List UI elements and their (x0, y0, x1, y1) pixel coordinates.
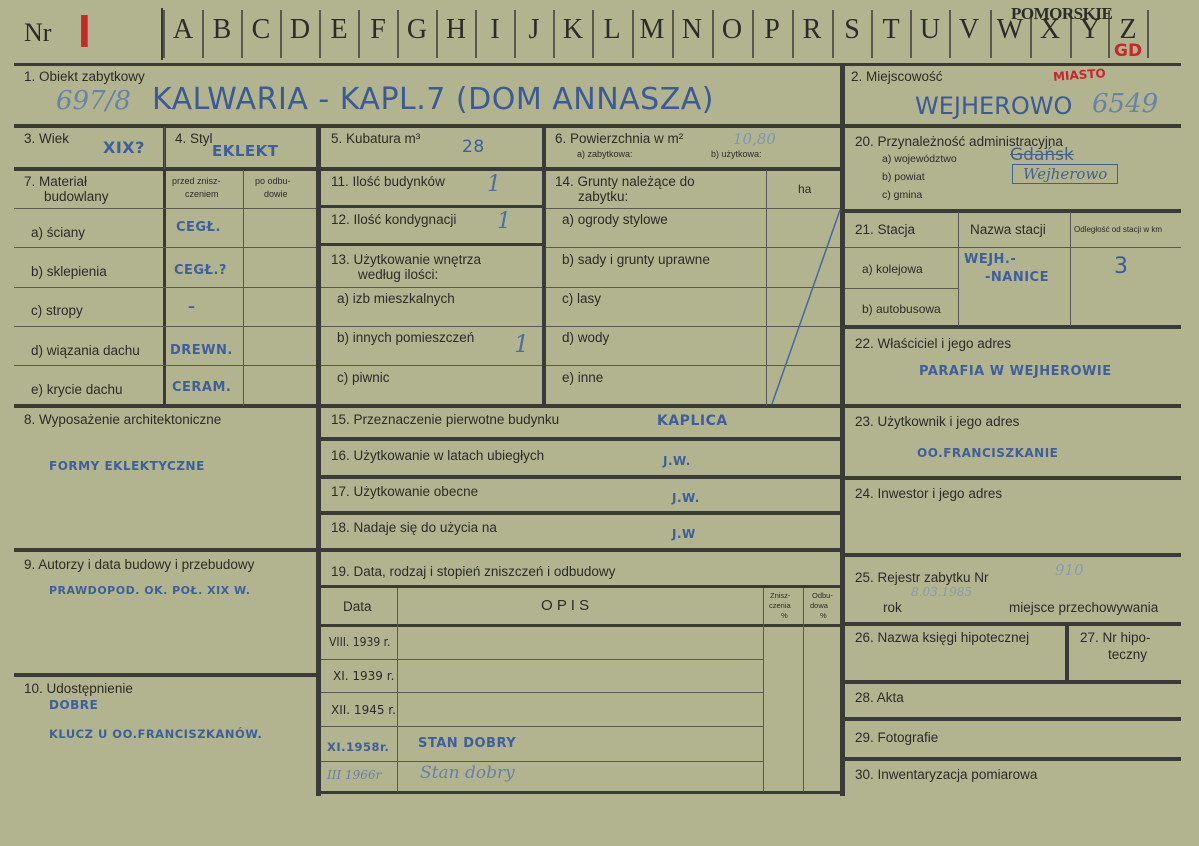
rule (845, 325, 1181, 329)
field-7-label: 7. Materiał (24, 174, 88, 189)
rule (14, 63, 1181, 66)
voivodeship-value: Gdańsk (1010, 145, 1074, 165)
field-25-label: 25. Rejestr zabytku Nr (855, 570, 989, 585)
field-27-label: 27. Nr hipo- (1080, 630, 1151, 645)
index-letter: R (802, 14, 822, 45)
rule (14, 365, 316, 366)
hectare-unit: ha (798, 182, 812, 196)
suitable-use-value: J.W (672, 527, 696, 541)
field-11-label: 11. Ilość budynków (331, 174, 445, 189)
index-letter: Y (1079, 14, 1101, 45)
rule (321, 548, 841, 552)
access-value-2: KLUCZ U OO.FRANCISZKANÓW. (49, 727, 263, 741)
station-distance-value: 3 (1114, 254, 1128, 279)
damage-row-date: VIII. 1939 r. (329, 635, 391, 649)
field-8-label: 8. Wyposażenie architektoniczne (24, 412, 222, 427)
index-letter: T (882, 14, 900, 45)
rule (14, 208, 316, 209)
rule (14, 673, 316, 677)
field-27-label-2: teczny (1108, 647, 1148, 662)
field-28-label: 28. Akta (855, 690, 904, 705)
index-letter: W (996, 14, 1024, 45)
admin-voivodeship-label: a) województwo (882, 153, 957, 165)
empty-strike-line (766, 208, 842, 406)
rooms-living-label: a) izb mieszkalnych (337, 291, 455, 306)
field-17-label: 17. Użytkowanie obecne (331, 484, 479, 499)
field-18-label: 18. Nadaje się do użycia na (331, 520, 497, 535)
field-29-label: 29. Fotografie (855, 730, 939, 745)
access-value: DOBRE (49, 698, 99, 712)
rebuild-pct-header: Odbu- (812, 591, 833, 600)
station-name-value-2: -NANICE (985, 270, 1049, 285)
rule (14, 124, 1181, 128)
area-usable-label: b) użytkowa: (711, 149, 762, 159)
rule (321, 692, 763, 693)
rule (763, 588, 764, 792)
current-use-value: J.W. (672, 491, 700, 505)
miasto-stamp: MIASTO (1052, 66, 1107, 84)
rule (321, 437, 841, 441)
rule (845, 717, 1181, 721)
county-value: Wejherowo (1012, 164, 1118, 184)
field-5-label: 5. Kubatura m³ (331, 131, 421, 146)
rule (1070, 212, 1071, 326)
object-number: 697/8 (56, 86, 131, 116)
field-19-label: 19. Data, rodzaj i stopień zniszczeń i odbudowy (331, 564, 616, 579)
land-item: e) inne (562, 370, 604, 385)
damage-pct-header: Znisz- (770, 591, 791, 600)
field-9-label: 9. Autorzy i data budowy i przebudowy (24, 557, 255, 572)
rule (321, 205, 542, 208)
area-heritage-label: a) zabytkowa: (577, 149, 633, 159)
rule (14, 247, 316, 248)
rule (1065, 622, 1069, 684)
damage-row-date: XI. 1939 r. (333, 669, 395, 683)
index-letter: O (721, 14, 743, 45)
damage-date-header: Data (343, 599, 372, 614)
style-value: EKLEKT (212, 142, 279, 160)
field-16-label: 16. Użytkowanie w latach ubiegłych (331, 448, 545, 463)
after-col-header-2: dowie (264, 189, 288, 199)
original-purpose-value: KAPLICA (657, 413, 728, 429)
rule (321, 761, 763, 762)
rule (845, 404, 1181, 408)
rule (164, 127, 165, 169)
rule (845, 680, 1181, 684)
index-letter: N (681, 14, 703, 45)
index-letter: G (406, 14, 428, 45)
field-14-label: 14. Grunty należące do (555, 174, 695, 189)
admin-commune-label: c) gmina (882, 189, 923, 201)
register-date-value: 8.03.1985 (911, 585, 973, 599)
material-value: – (188, 299, 196, 315)
rule (321, 726, 763, 727)
rule (321, 287, 542, 288)
index-letter: M (639, 14, 665, 45)
material-row-label: e) krycie dachu (31, 382, 123, 397)
rule (845, 476, 1181, 480)
rule (321, 659, 763, 660)
user-value: OO.FRANCISZKANIE (917, 446, 1059, 460)
place-name: WEJHEROWO (915, 92, 1073, 120)
field-13-label-2: według ilości: (358, 267, 439, 282)
station-name-value: WEJH.- (964, 252, 1017, 267)
material-value: CEGŁ. (176, 220, 221, 235)
buildings-value: 1 (487, 172, 501, 197)
admin-county-label: b) powiat (882, 171, 925, 183)
field-12-label: 12. Ilość kondygnacji (331, 212, 457, 227)
index-letter: S (844, 14, 860, 45)
owner-value: PARAFIA W WEJHEROWIE (919, 364, 1112, 379)
material-row-label: c) stropy (31, 303, 83, 318)
field-24-label: 24. Inwestor i jego adres (855, 486, 1003, 501)
material-row-label: b) sklepienia (31, 264, 107, 279)
land-item: b) sady i grunty uprawne (562, 252, 710, 267)
rooms-other-label: b) innych pomieszczeń (337, 330, 475, 345)
rule (845, 553, 1181, 557)
nr-value: I (78, 5, 91, 57)
field-3-label: 3. Wiek (24, 131, 70, 146)
rule (316, 124, 321, 796)
rule (803, 588, 804, 792)
index-letter: A (172, 14, 194, 45)
rule (321, 475, 841, 479)
nr-label: Nr (24, 18, 52, 47)
index-letter: I (490, 14, 500, 45)
land-item: a) ogrody stylowe (562, 212, 668, 227)
station-rail-label: a) kolejowa (862, 262, 923, 276)
land-item: d) wody (562, 330, 610, 345)
index-letter: J (528, 14, 540, 45)
station-bus-label: b) autobusowa (862, 302, 941, 316)
damage-row-desc: Stan dobry (420, 763, 515, 783)
arch-features-value: FORMY EKLEKTYCZNE (49, 459, 205, 473)
material-value: CEGŁ.? (174, 263, 227, 278)
before-col-header-2: czeniem (185, 189, 219, 199)
field-4-label: 4. Styl (175, 131, 213, 146)
rule (14, 548, 316, 552)
rule (845, 209, 1181, 213)
floors-value: 1 (497, 209, 511, 234)
rebuild-pct-header-2: dowa (810, 601, 828, 610)
rule (958, 212, 959, 326)
index-letter: L (603, 14, 621, 45)
index-letter: K (562, 14, 584, 45)
damage-pct-header-2: czenia (769, 601, 791, 610)
index-letter: X (1039, 14, 1061, 45)
rule (845, 288, 958, 289)
land-item: c) lasy (562, 291, 602, 306)
rule (840, 63, 845, 796)
register-storage-label: miejsce przechowywania (1009, 600, 1159, 615)
rule (321, 365, 542, 366)
rule (845, 247, 1181, 248)
material-value: DREWN. (170, 343, 233, 358)
station-name-header: Nazwa stacji (970, 222, 1046, 237)
rule (243, 170, 244, 406)
field-10-label: 10. Udostępnienie (24, 681, 133, 696)
cellars-label: c) piwnic (337, 370, 390, 385)
index-letter: D (289, 14, 311, 45)
index-letter: Z (1119, 14, 1137, 45)
index-letter: P (764, 14, 780, 45)
index-letter: V (958, 14, 980, 45)
material-value: CERAM. (172, 380, 232, 395)
region-stamp: POMORSKIE (1011, 4, 1113, 23)
field-21-label: 21. Stacja (855, 222, 916, 237)
place-code: 6549 (1092, 89, 1159, 119)
field-15-label: 15. Przeznaczenie pierwotne budynku (331, 412, 560, 427)
past-use-value: J.W. (663, 454, 691, 468)
rule (845, 622, 1181, 626)
damage-row-date: XI.1958r. (327, 740, 390, 754)
damage-pct-header-3: % (781, 611, 788, 620)
rule (321, 511, 841, 515)
field-14-label-2: zabytku: (578, 189, 629, 204)
after-col-header: po odbu- (255, 176, 291, 186)
damage-row-date: XII. 1945 r. (331, 703, 396, 717)
field-7-label-2: budowlany (44, 189, 109, 204)
register-year-label: rok (883, 600, 902, 615)
area-value: 10,80 (733, 130, 776, 148)
index-letter: F (370, 14, 386, 45)
authors-value: PRAWDOPOD. OK. POŁ. XIX W. (49, 584, 251, 597)
field-6-label: 6. Powierzchnia w m² (555, 131, 684, 146)
material-row-label: a) ściany (31, 225, 86, 240)
rule (321, 326, 542, 327)
field-13-label: 13. Użytkowanie wnętrza (331, 252, 482, 267)
field-2-label: 2. Miejscowość (851, 69, 943, 84)
field-20-label: 20. Przynależność administracyjna (855, 134, 1063, 149)
region-code: GD (1114, 41, 1143, 61)
index-letter: B (212, 14, 232, 45)
index-letter: E (330, 14, 348, 45)
rule (845, 757, 1181, 761)
cubature-value: 28 (462, 137, 485, 157)
field-1-label: 1. Obiekt zabytkowy (24, 69, 145, 84)
field-30-label: 30. Inwentaryzacja pomiarowa (855, 767, 1038, 782)
damage-row-date: III 1966r (327, 768, 382, 782)
rule (14, 287, 316, 288)
rule (14, 167, 840, 171)
index-letter: U (919, 14, 941, 45)
field-26-label: 26. Nazwa księgi hipotecznej (855, 630, 1030, 645)
field-22-label: 22. Właściciel i jego adres (855, 336, 1012, 351)
rule (14, 326, 316, 327)
material-row-label: d) wiązania dachu (31, 343, 140, 358)
damage-desc-header: O P I S (541, 597, 590, 614)
register-number-value: 910 (1055, 561, 1084, 579)
station-distance-header: Odległość od stacji w km (1074, 225, 1163, 234)
object-name: KALWARIA - KAPL.7 (DOM ANNASZA) (152, 82, 715, 117)
index-letter: H (445, 14, 467, 45)
rule (321, 243, 542, 246)
rooms-other-value: 1 (514, 330, 530, 358)
rebuild-pct-header-3: % (820, 611, 827, 620)
field-23-label: 23. Użytkownik i jego adres (855, 414, 1020, 429)
index-letter: C (251, 14, 271, 45)
before-col-header: przed znisz- (172, 176, 221, 186)
age-value: XIX? (103, 138, 145, 157)
damage-row-desc: STAN DOBRY (418, 736, 517, 751)
